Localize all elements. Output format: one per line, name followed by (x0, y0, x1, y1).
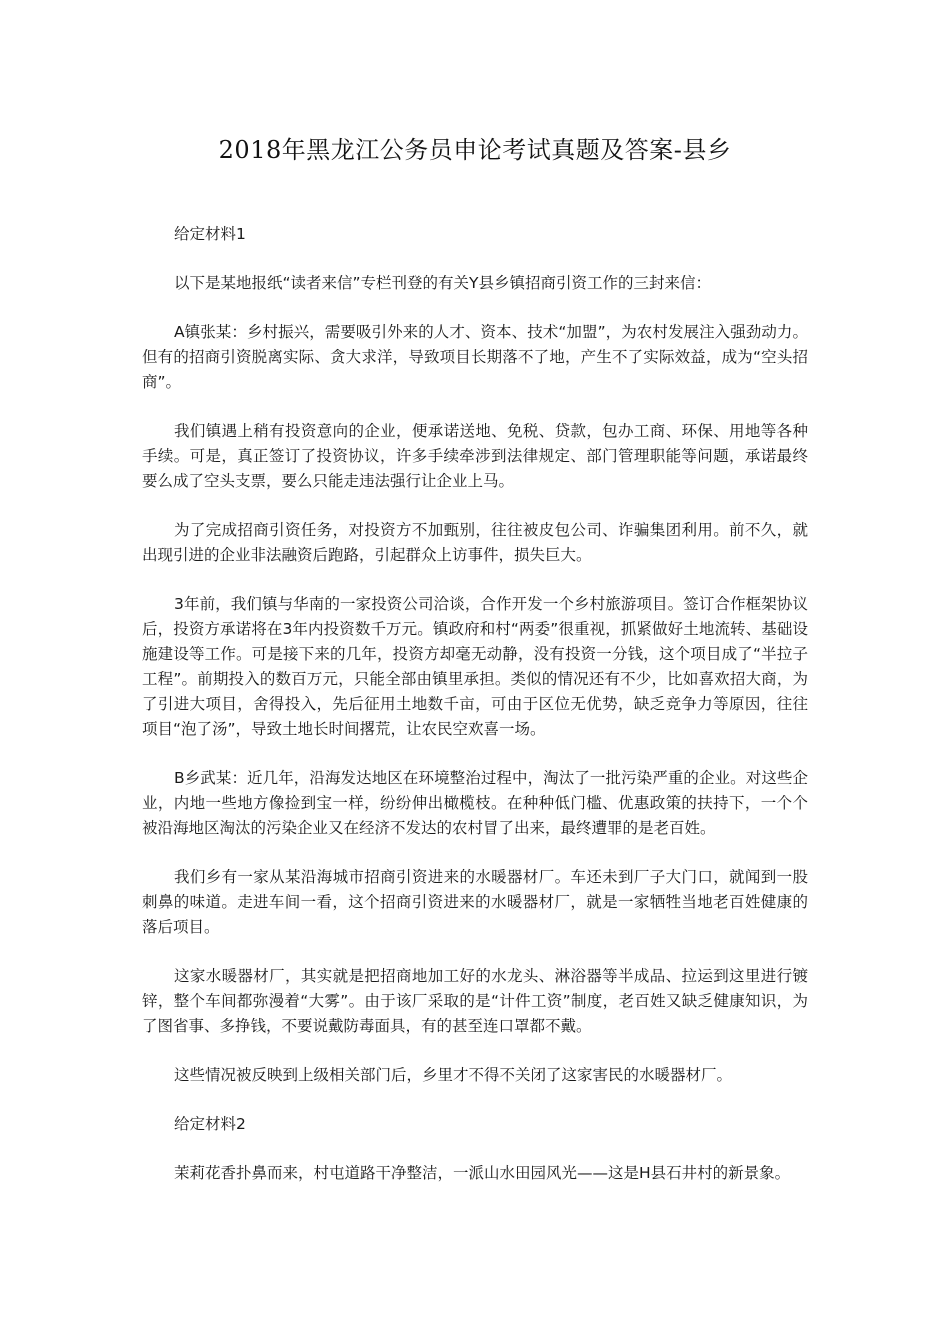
paragraph: 这些情况被反映到上级相关部门后，乡里才不得不关闭了这家害民的水暖器材厂。 (174, 1066, 733, 1084)
document-title: 2018年黑龙江公务员申论考试真题及答案-县乡 (218, 136, 732, 164)
paragraph: 我们镇遇上稍有投资意向的企业，便承诺送地、免税、贷款，包办工商、环保、用地等各种手续。可是，真正签订了投资协议，许多手续牵涉到法律规定、部门管理职能等问题，承诺最终要么成了空头支票，要么只能走违法强行让企业上马。 (142, 422, 808, 490)
paragraph: 以下是某地报纸“读者来信”专栏刊登的有关Y县乡镇招商引资工作的三封来信： (174, 274, 712, 292)
section-heading: 给定材料1 (174, 225, 246, 243)
document-body (142, 222, 808, 1210)
paragraph: B乡武某：近几年，沿海发达地区在环境整治过程中，淘汰了一批污染严重的企业。对这些企业，内地一些地方像捡到宝一样，纷纷伸出橄榄枝。在种种低门槛、优惠政策的扶持下，一个个被沿海地区淘汰的污染企业又在经济不发达的农村冒了出来，最终遭罪的是老百姓。 (142, 769, 808, 837)
paragraph: 3年前，我们镇与华南的一家投资公司洽谈，合作开发一个乡村旅游项目。签订合作框架协议后，投资方承诺将在3年内投资数千万元。镇政府和村“两委”很重视，抓紧做好土地流转、基础设施建设等工作。可是接下来的几年，投资方却毫无动静，没有投资一分钱，这个项目成了“半拉子工程”。前期投入的数百万元，只能全部由镇里承担。类似的情况还有不少，比如喜欢招大商，为了引进大项目，舍得投入，先后征用土地数千亩，可由于区位无优势，缺乏竞争力等原因，往往项目“泡了汤”，导致土地长时间撂荒，让农民空欢喜一场。 (142, 595, 808, 738)
section-heading: 给定材料2 (174, 1115, 246, 1133)
paragraph: 这家水暖器材厂，其实就是把招商地加工好的水龙头、淋浴器等半成品、拉运到这里进行镀锌，整个车间都弥漫着“大雾”。由于该厂采取的是“计件工资”制度，老百姓又缺乏健康知识，为了图省事、多挣钱，不要说戴防毒面具，有的甚至连口罩都不戴。 (142, 967, 808, 1035)
paragraph: 我们乡有一家从某沿海城市招商引资进来的水暖器材厂。车还未到厂子大门口，就闻到一股刺鼻的味道。走进车间一看，这个招商引资进来的水暖器材厂，就是一家牺牲当地老百姓健康的落后项目。 (142, 868, 808, 936)
paragraph: 茉莉花香扑鼻而来，村屯道路干净整洁，一派山水田园风光——这是H县石井村的新景象。 (174, 1164, 791, 1182)
paragraph: A镇张某：乡村振兴，需要吸引外来的人才、资本、技术“加盟”，为农村发展注入强劲动力。但有的招商引资脱离实际、贪大求洋，导致项目长期落不了地，产生不了实际效益，成为“空头招商”。 (142, 323, 808, 391)
paragraph: 为了完成招商引资任务，对投资方不加甄别，往往被皮包公司、诈骗集团利用。前不久，就出现引进的企业非法融资后跑路，引起群众上访事件，损失巨大。 (142, 521, 808, 564)
